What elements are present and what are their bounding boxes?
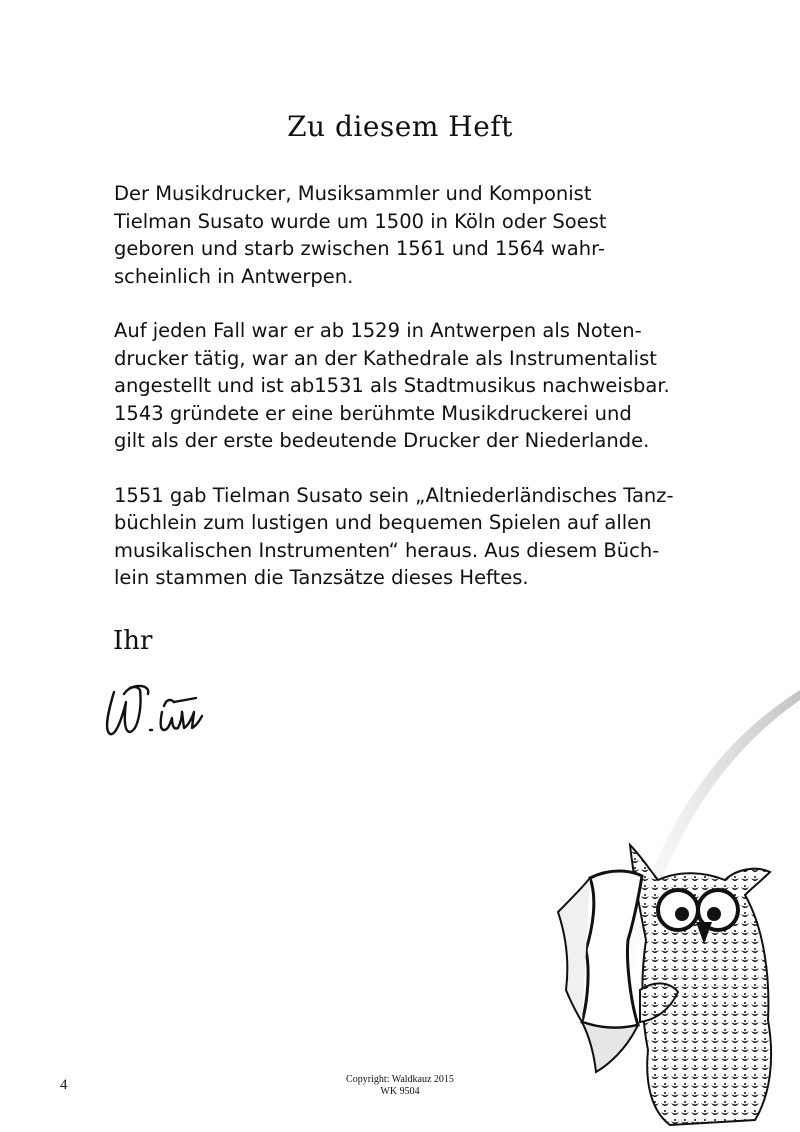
page-number: 4 xyxy=(60,1077,68,1093)
copyright-text: Copyright: Waldkauz 2015 xyxy=(346,1074,454,1085)
body-text xyxy=(114,180,704,619)
page-title: Zu diesem Heft xyxy=(287,110,513,143)
footer xyxy=(300,1074,500,1098)
text-line: geboren und starb zwischen 1561 und 1564 wahr- xyxy=(114,237,605,260)
text-line: Tielman Susato wurde um 1500 in Köln oder Soest xyxy=(114,209,607,233)
owl-reading-icon xyxy=(530,840,790,1130)
text-line: Auf jeden Fall war er ab 1529 in Antwerpen als Noten- xyxy=(114,319,642,342)
text-line: gilt als der erste bedeutende Drucker der Niederlande. xyxy=(114,429,650,452)
paragraph-publication xyxy=(114,482,704,592)
paragraph-biography xyxy=(114,180,704,290)
text-line: Der Musikdrucker, Musiksammler und Komponist xyxy=(114,182,592,205)
text-line: lein stammen die Tanzsätze dieses Heftes. xyxy=(114,566,529,589)
paragraph-career xyxy=(114,317,704,455)
text-line: 1543 gründete er eine berühmte Musikdruckerei und xyxy=(114,401,632,425)
text-line: scheinlich in Antwerpen. xyxy=(114,264,354,288)
text-line: büchlein zum lustigen und bequemen Spielen auf allen xyxy=(114,511,652,534)
catalog-code: WK 9504 xyxy=(380,1086,420,1097)
handwritten-signature xyxy=(100,672,210,744)
text-line: drucker tätig, war an der Kathedrale als Instrumentalist xyxy=(114,346,657,370)
text-line: musikalischen Instrumenten“ heraus. Aus diesem Büch- xyxy=(114,538,660,562)
closing-text: Ihr xyxy=(113,626,153,656)
text-line: 1551 gab Tielman Susato sein „Altniederländisches Tanz- xyxy=(114,483,674,507)
text-line: angestellt und ist ab1531 als Stadtmusikus nachweisbar. xyxy=(114,374,670,397)
